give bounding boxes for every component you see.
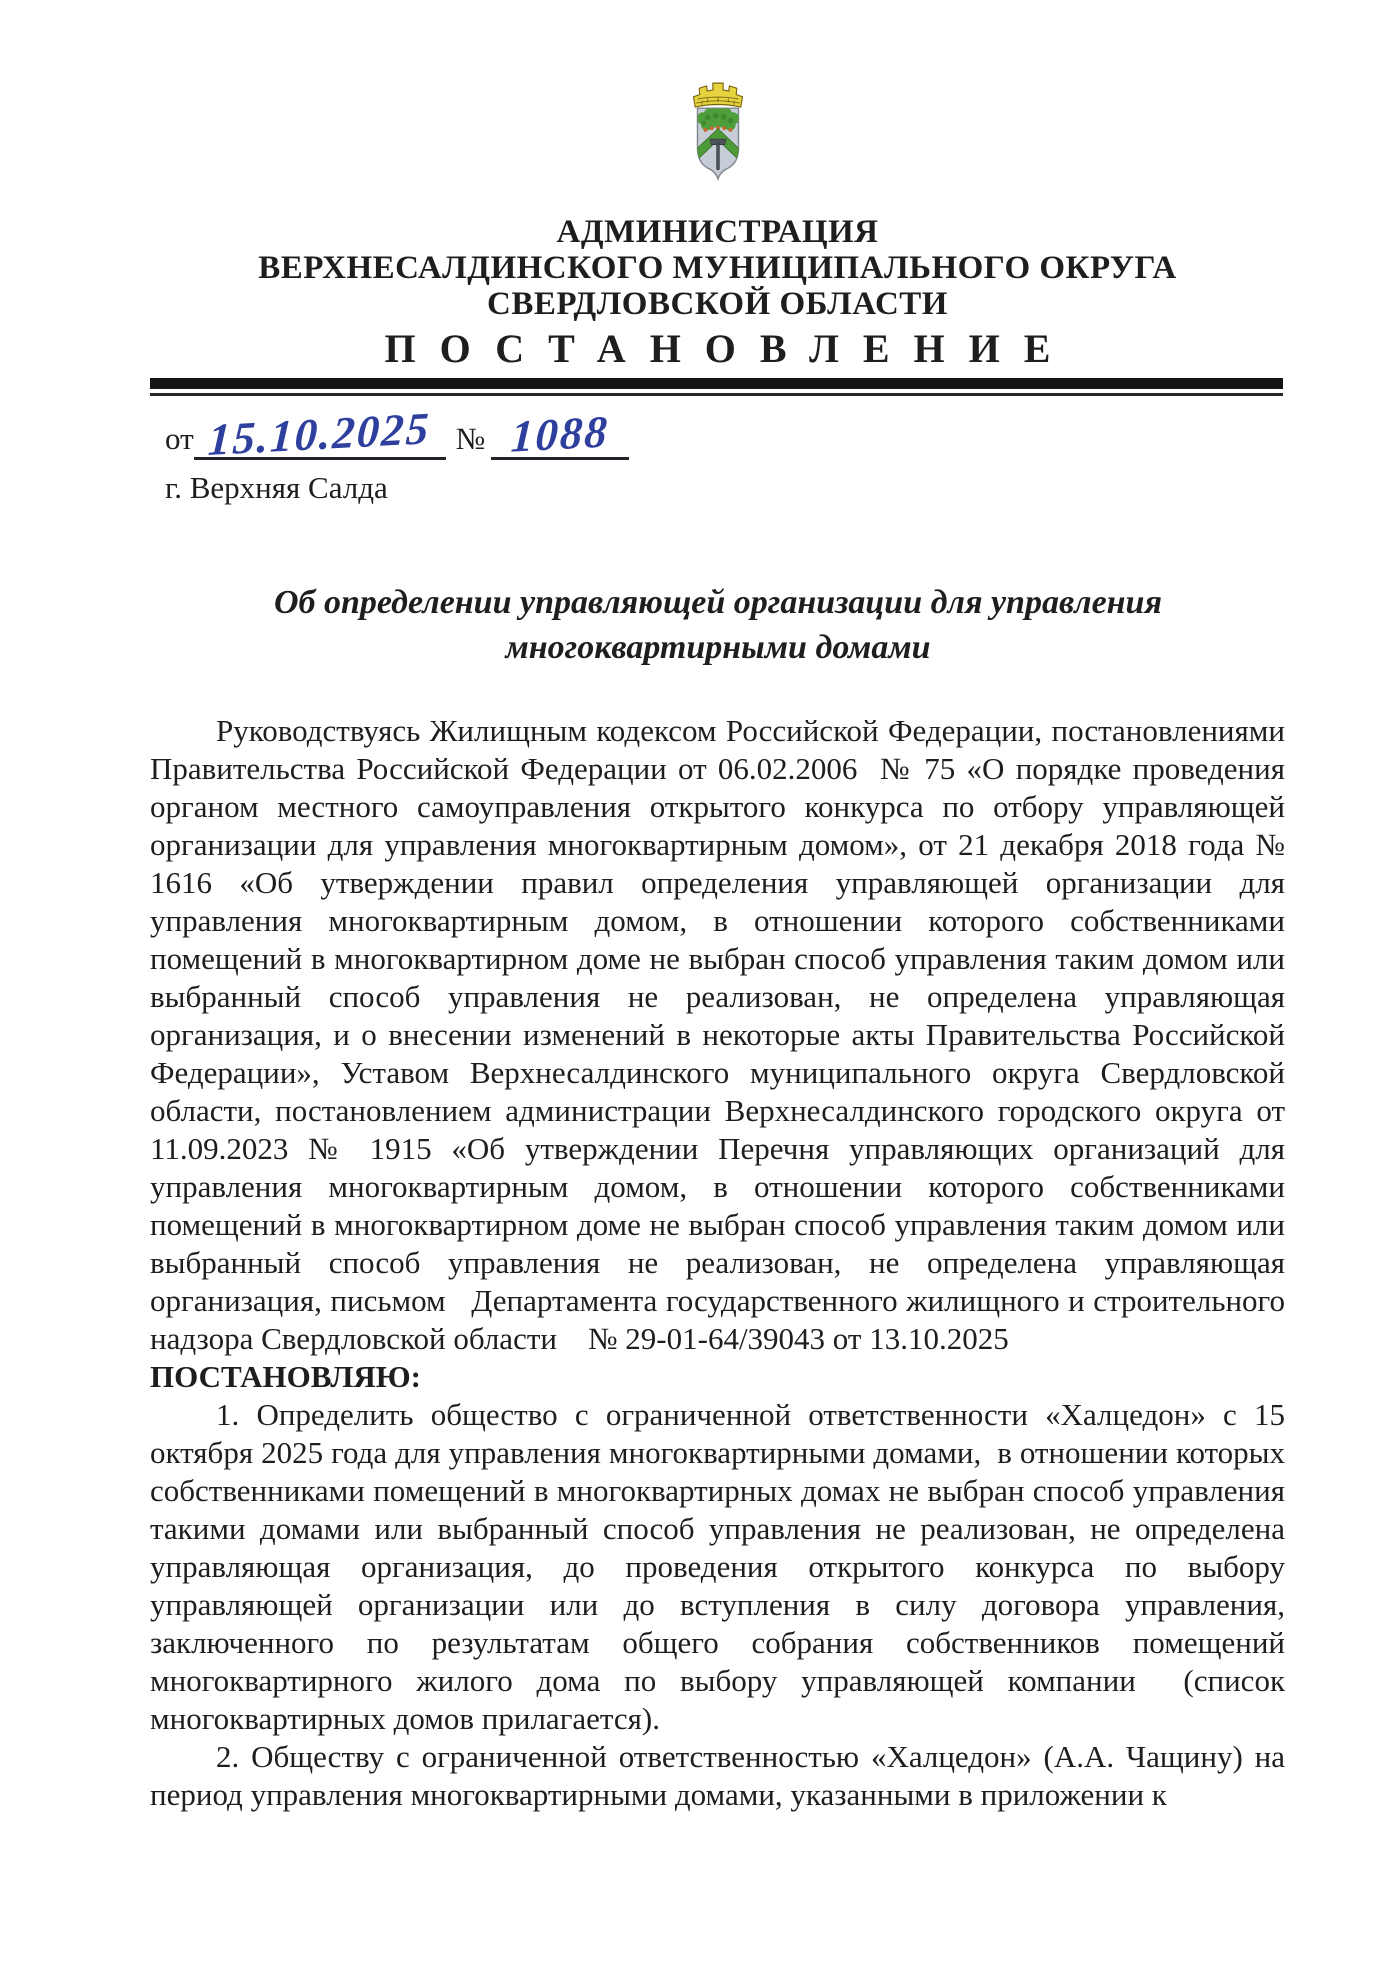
clause-2-paragraph: 2. Обществу с ограниченной ответственностью «Халцедон» (А.А. Чащину) на период управления многоквартирными домами, указанными в приложении к (150, 1739, 1285, 1812)
document-title: Об определении управляющей организации для управления многоквартирными домами (273, 584, 1162, 666)
date-number-row (165, 403, 1400, 465)
preamble-paragraph: Руководствуясь Жилищным кодексом Российской Федерации, постановлениями Правительства Российской Федерации от 06.02.2006 № 75 «О порядке проведения органом местного самоуправления открытого конкурса по отбору управляющей организации для управления многоквартирным домом», от 21 декабря 2018 года № 1616 «Об утверждении правил определения управляющей организации для управления многоквартирным домом, в отношении которого собственниками помещений в многоквартирном доме не выбран способ управления таким домом или выбранный способ управления не реализован, не определена управляющая организация, и о внесении изменений в некоторые акты Правительства Российской Федерации», Уставом Верхнесалдинского муниципального округа Свердловской области, постановлением администрации Верхнесалдинского городского округа от 11.09.2023 № 1915 «Об утверждении Перечня управляющих организаций для управления многоквартирным домом, в отношении которого собственниками помещений в многоквартирном доме не выбран способ управления таким домом или выбранный способ управления не реализован, не определена управляющая организация, письмом Департамента государственного жилищного и строительного надзора Свердловской области № 29-01-64/39043 от 13.10.2025 (150, 713, 1285, 1356)
resolution-keyword: ПОСТАНОВЛЯЮ: (150, 1359, 421, 1394)
header-divider (150, 378, 1283, 396)
date-prefix-label: от (165, 421, 194, 456)
clause-1-paragraph: 1. Определить общество с ограниченной ответственности «Халцедон» с 15 октября 2025 года для управления многоквартирными домами, в отношении которых собственниками помещений в многоквартирных домах не выбран способ управления такими домами или выбранный способ управления не реализован, не определена управляющая организация, до проведения открытого конкурса по выбору управляющей организации или до вступления в силу договора управления, заключенного по результатам общего собрания собственников помещений многоквартирного жилого дома по выбору управляющей компании (список многоквартирных домов прилагается). (150, 1397, 1285, 1736)
number-handwritten-value: 1088 (509, 406, 611, 462)
number-blank-line (491, 406, 629, 462)
divider-thick-bar (150, 378, 1283, 389)
date-blank-line (194, 403, 446, 465)
coat-of-arms-icon (680, 74, 756, 188)
divider-thin-line (150, 393, 1283, 396)
document-type-heading: ПОСТАНОВЛЕНИЕ (384, 326, 1075, 371)
crown-icon (693, 83, 742, 107)
org-name-line3: СВЕРДЛОВСКОЙ ОБЛАСТИ (487, 286, 948, 322)
document-body (150, 712, 1285, 1814)
org-name-line1: АДМИНИСТРАЦИЯ (556, 214, 879, 250)
date-handwritten-value: 15.10.2025 (207, 403, 433, 465)
city-label: г. Верхняя Салда (165, 470, 388, 505)
coat-of-arms (680, 74, 756, 188)
document-header (150, 214, 1285, 372)
number-sign-label: № (455, 421, 486, 456)
org-name-line2: ВЕРХНЕСАЛДИНСКОГО МУНИЦИПАЛЬНОГО ОКРУГА (258, 250, 1177, 286)
